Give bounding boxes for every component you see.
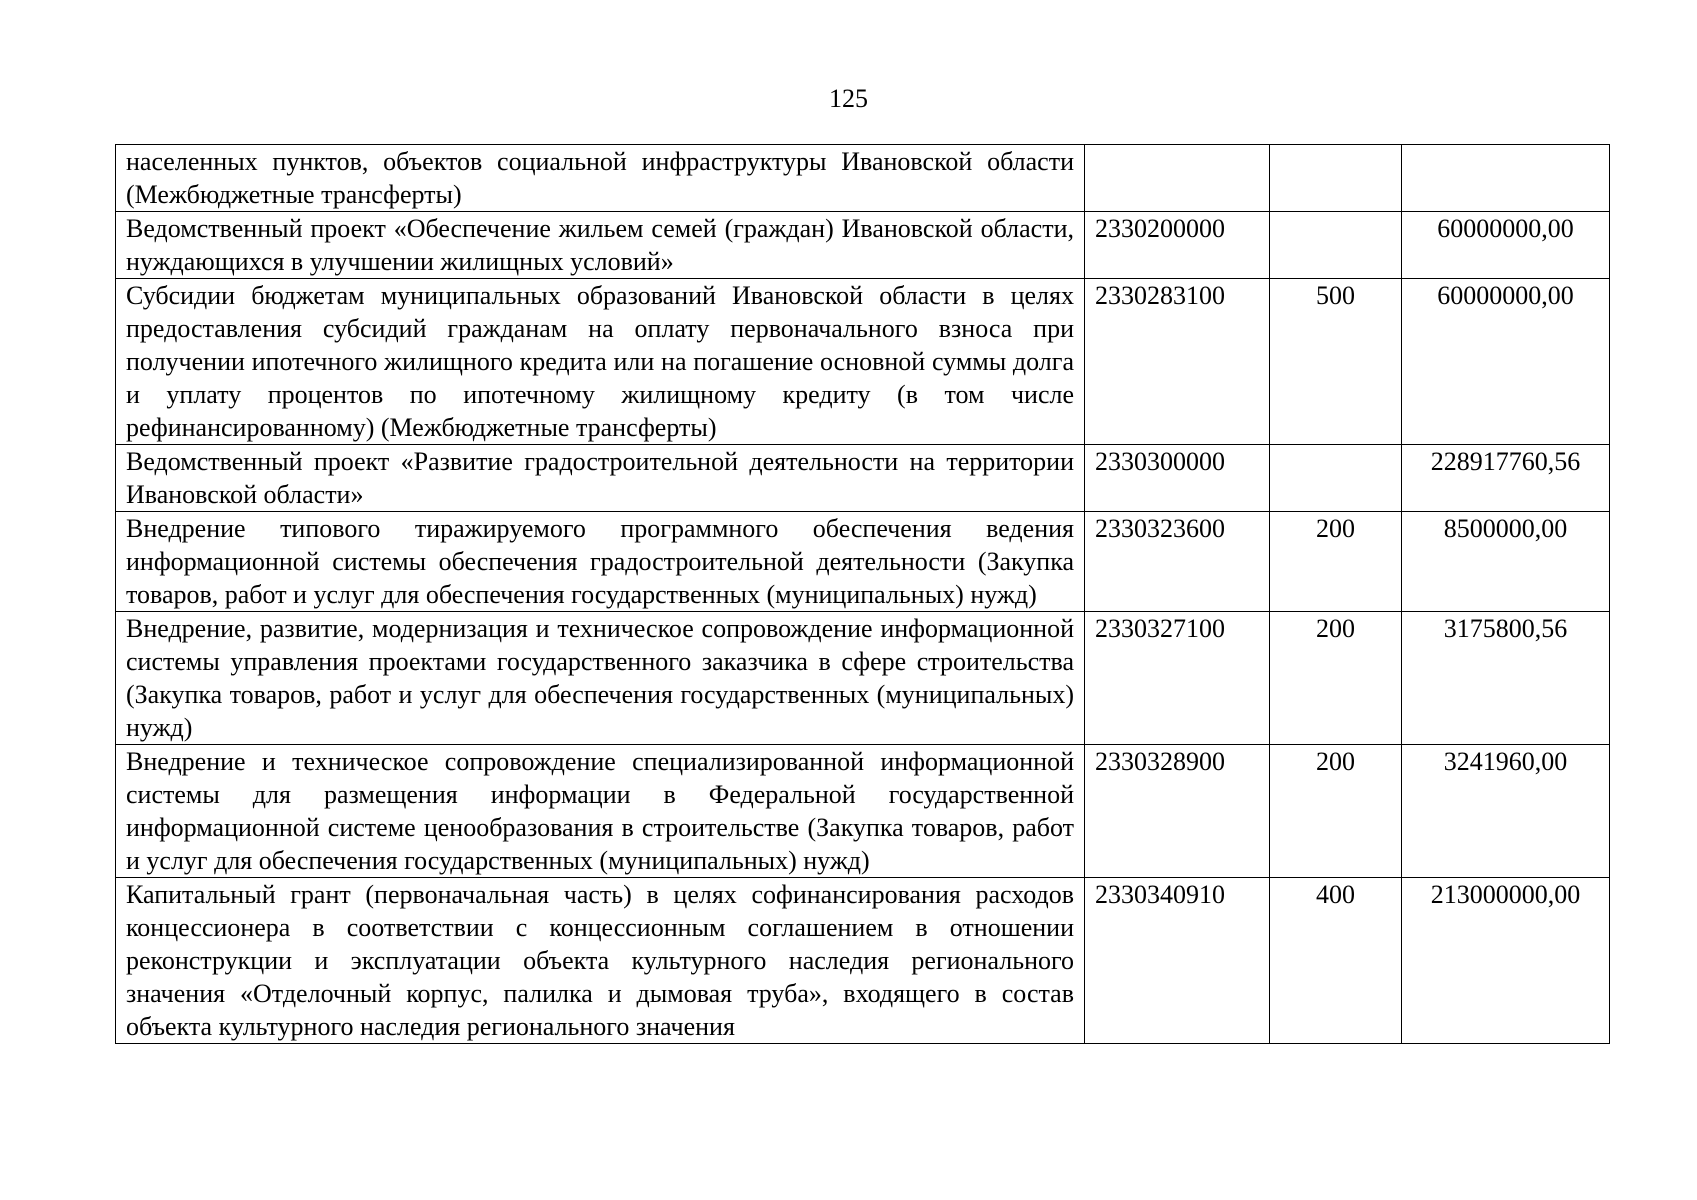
- row-amount: 228917760,56: [1402, 445, 1610, 512]
- row-code: 2330283100: [1085, 279, 1270, 445]
- row-amount: 60000000,00: [1402, 212, 1610, 279]
- table-row: [116, 878, 1610, 1044]
- row-expense-type: 500: [1270, 279, 1402, 445]
- row-code: [1085, 145, 1270, 212]
- row-code: 2330300000: [1085, 445, 1270, 512]
- row-amount: 3241960,00: [1402, 745, 1610, 878]
- row-amount: 8500000,00: [1402, 512, 1610, 612]
- budget-table: [115, 144, 1610, 1044]
- row-amount: 3175800,56: [1402, 612, 1610, 745]
- table-row: [116, 745, 1610, 878]
- row-name: Субсидии бюджетам муниципальных образований Ивановской области в целях предоставления субсидий гражданам на оплату первоначального взноса при получении ипотечного жилищного кредита или на погашение основной суммы долга и уплату процентов по ипотечному жилищному кредиту (в том числе рефинансированному) (Межбюджетные трансферты): [116, 279, 1085, 445]
- row-code: 2330328900: [1085, 745, 1270, 878]
- row-expense-type: 200: [1270, 612, 1402, 745]
- row-name: Ведомственный проект «Обеспечение жильем семей (граждан) Ивановской области, нуждающихся в улучшении жилищных условий»: [116, 212, 1085, 279]
- table-row: [116, 445, 1610, 512]
- row-expense-type: 200: [1270, 745, 1402, 878]
- table-row: [116, 279, 1610, 445]
- row-expense-type: 400: [1270, 878, 1402, 1044]
- row-name: Внедрение и техническое сопровождение специализированной информационной системы для размещения информации в Федеральной государственной информационной системе ценообразования в строительстве (Закупка товаров, работ и услуг для обеспечения государственных (муниципальных) нужд): [116, 745, 1085, 878]
- page-number: 125: [829, 84, 868, 113]
- row-amount: 213000000,00: [1402, 878, 1610, 1044]
- row-name: Внедрение, развитие, модернизация и техническое сопровождение информационной системы управления проектами государственного заказчика в сфере строительства (Закупка товаров, работ и услуг для обеспечения государственных (муниципальных) нужд): [116, 612, 1085, 745]
- table-row: [116, 612, 1610, 745]
- row-expense-type: 200: [1270, 512, 1402, 612]
- row-name: Внедрение типового тиражируемого программного обеспечения ведения информационной системы обеспечения градостроительной деятельности (Закупка товаров, работ и услуг для обеспечения государственных (муниципальных) нужд): [116, 512, 1085, 612]
- row-amount: 60000000,00: [1402, 279, 1610, 445]
- row-expense-type: [1270, 445, 1402, 512]
- row-name: Капитальный грант (первоначальная часть) в целях софинансирования расходов концессионера в соответствии с концессионным соглашением в отношении реконструкции и эксплуатации объекта культурного наследия регионального значения «Отделочный корпус, палилка и дымовая труба», входящего в состав объекта культурного наследия регионального значения: [116, 878, 1085, 1044]
- row-expense-type: [1270, 145, 1402, 212]
- row-name: Ведомственный проект «Развитие градостроительной деятельности на территории Ивановской области»: [116, 445, 1085, 512]
- row-expense-type: [1270, 212, 1402, 279]
- row-code: 2330340910: [1085, 878, 1270, 1044]
- table-row: [116, 145, 1610, 212]
- table-row: [116, 512, 1610, 612]
- row-code: 2330323600: [1085, 512, 1270, 612]
- row-code: 2330200000: [1085, 212, 1270, 279]
- row-code: 2330327100: [1085, 612, 1270, 745]
- row-name: населенных пунктов, объектов социальной инфраструктуры Ивановской области (Межбюджетные трансферты): [116, 145, 1085, 212]
- row-amount: [1402, 145, 1610, 212]
- table-row: [116, 212, 1610, 279]
